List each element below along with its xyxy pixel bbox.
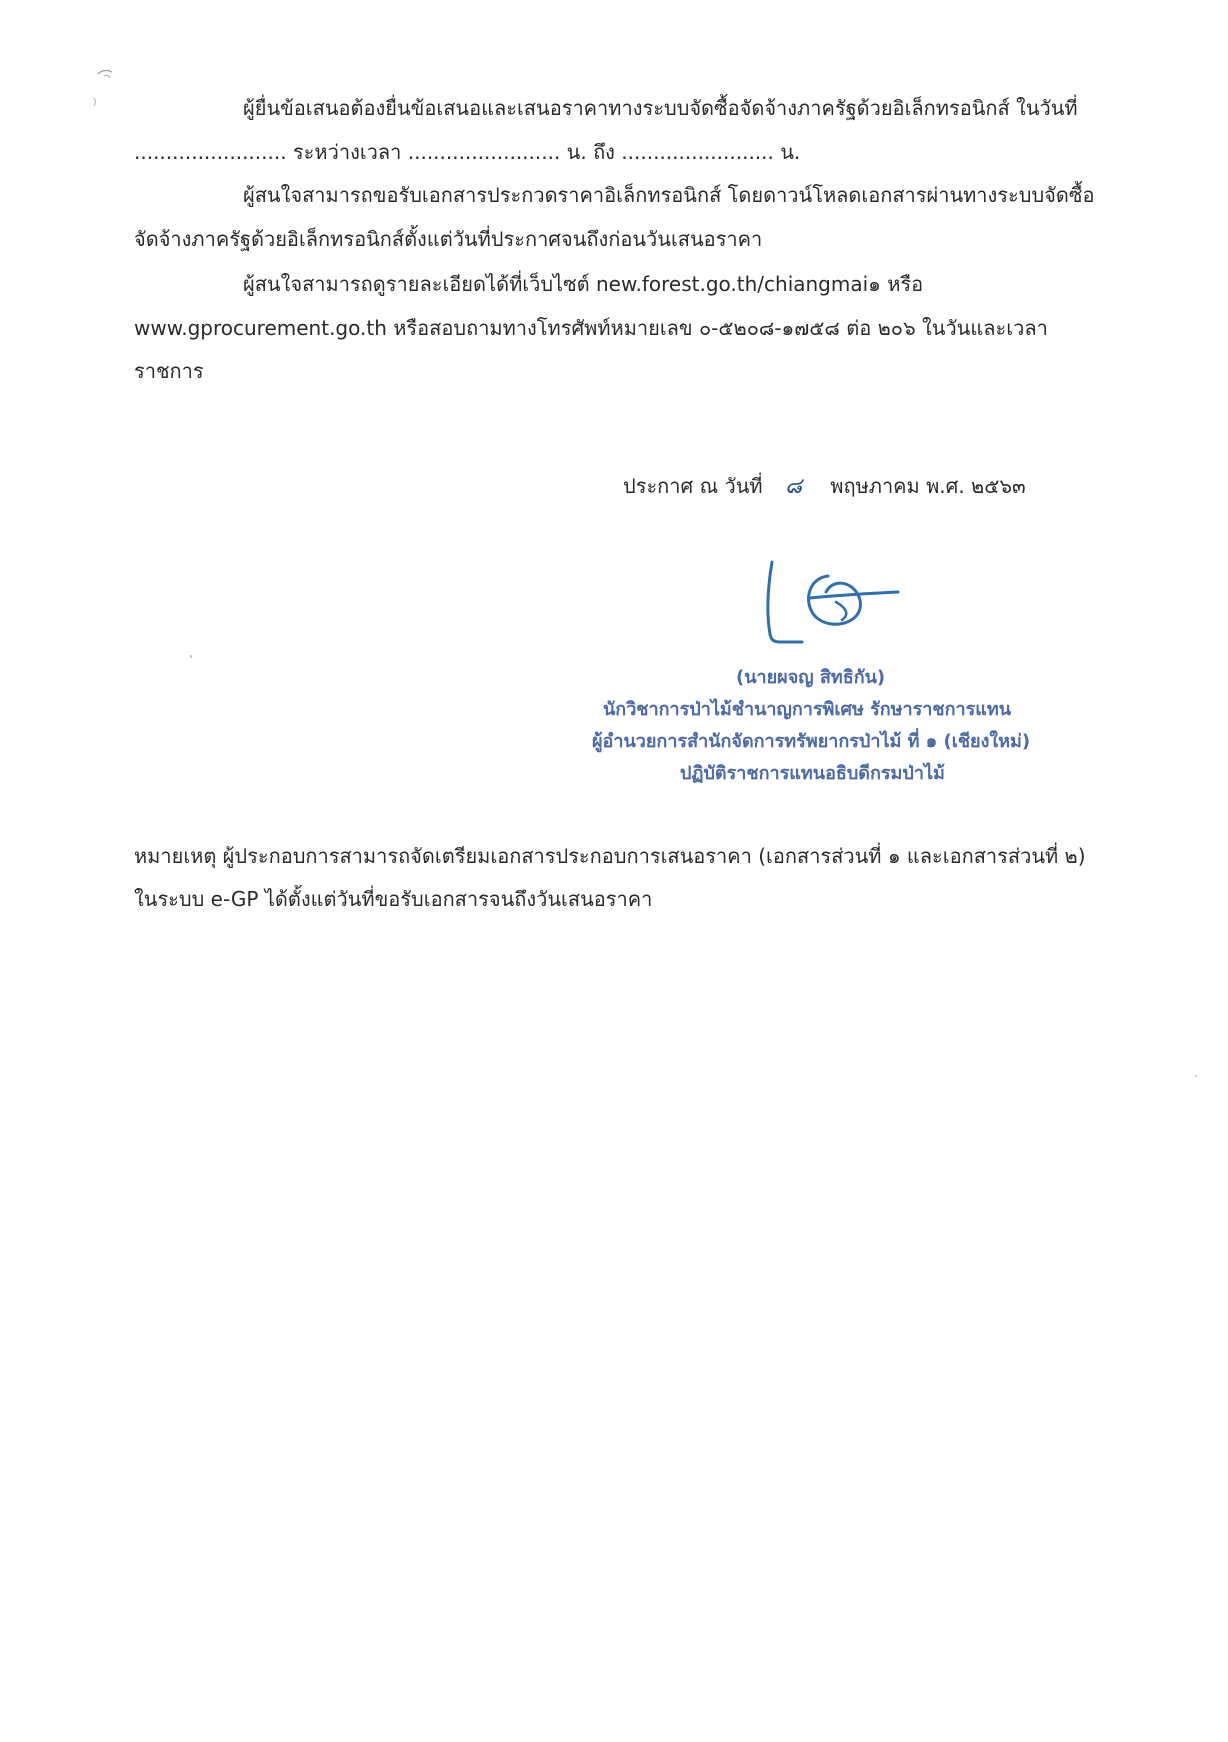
- note-line-1: หมายเหตุ ผู้ประกอบการสามารถจัดเตรียมเอกสารประกอบการเสนอราคา (เอกสารส่วนที่ ๑ และเอกสารส่วนที่ ๒): [134, 844, 1086, 868]
- signatory-name: (นายผจญ สิทธิกัน): [736, 667, 886, 688]
- signatory-title-line-2: ผู้อำนวยการสำนักจัดการทรัพยากรป่าไม้ ที่ ๑ (เชียงใหม่): [592, 731, 1031, 752]
- announcement-date-day: ๘: [784, 474, 802, 499]
- announcement-date-month-year: พฤษภาคม พ.ศ. ๒๕๖๓: [830, 474, 1026, 498]
- scan-mark: [92, 64, 122, 114]
- paragraph-2-line-1: ผู้สนใจสามารถขอรับเอกสารประกวดราคาอิเล็กทรอนิกส์ โดยดาวน์โหลดเอกสารผ่านทางระบบจัดซื้อ: [243, 183, 1095, 207]
- signatory-title-line-1: นักวิชาการป่าไม้ชำนาญการพิเศษ รักษาราชการแทน: [603, 699, 1012, 720]
- handwritten-signature: [750, 556, 930, 656]
- paragraph-3-line-1: ผู้สนใจสามารถดูรายละเอียดได้ที่เว็บไซต์ new.forest.go.th/chiangmai๑ หรือ: [243, 272, 924, 296]
- paragraph-3-line-3: ราชการ: [134, 359, 204, 383]
- announcement-date-prefix: ประกาศ ณ วันที่: [623, 474, 763, 498]
- scan-speck: [1195, 1075, 1197, 1077]
- scan-speck: [190, 655, 192, 658]
- note-line-2: ในระบบ e-GP ได้ตั้งแต่วันที่ขอรับเอกสารจนถึงวันเสนอราคา: [134, 887, 653, 911]
- paragraph-2-line-2: จัดจ้างภาครัฐด้วยอิเล็กทรอนิกส์ตั้งแต่วันที่ประกาศจนถึงก่อนวันเสนอราคา: [134, 227, 763, 251]
- paragraph-1-line-1: ผู้ยื่นข้อเสนอต้องยื่นข้อเสนอและเสนอราคาทางระบบจัดซื้อจัดจ้างภาครัฐด้วยอิเล็กทรอนิกส์ ในวันที่: [243, 96, 1078, 120]
- announcement-date: [623, 472, 1026, 501]
- paragraph-3-line-2: www.gprocurement.go.th หรือสอบถามทางโทรศัพท์หมายเลข ๐-๕๒๐๘-๑๗๕๘ ต่อ ๒๐๖ ในวันและเวลา: [134, 316, 1048, 340]
- signatory-title-line-3: ปฏิบัติราชการแทนอธิบดีกรมป่าไม้: [680, 763, 945, 784]
- paragraph-1-line-2: ........................ ระหว่างเวลา ........................ น. ถึง ........................ น.: [134, 140, 801, 164]
